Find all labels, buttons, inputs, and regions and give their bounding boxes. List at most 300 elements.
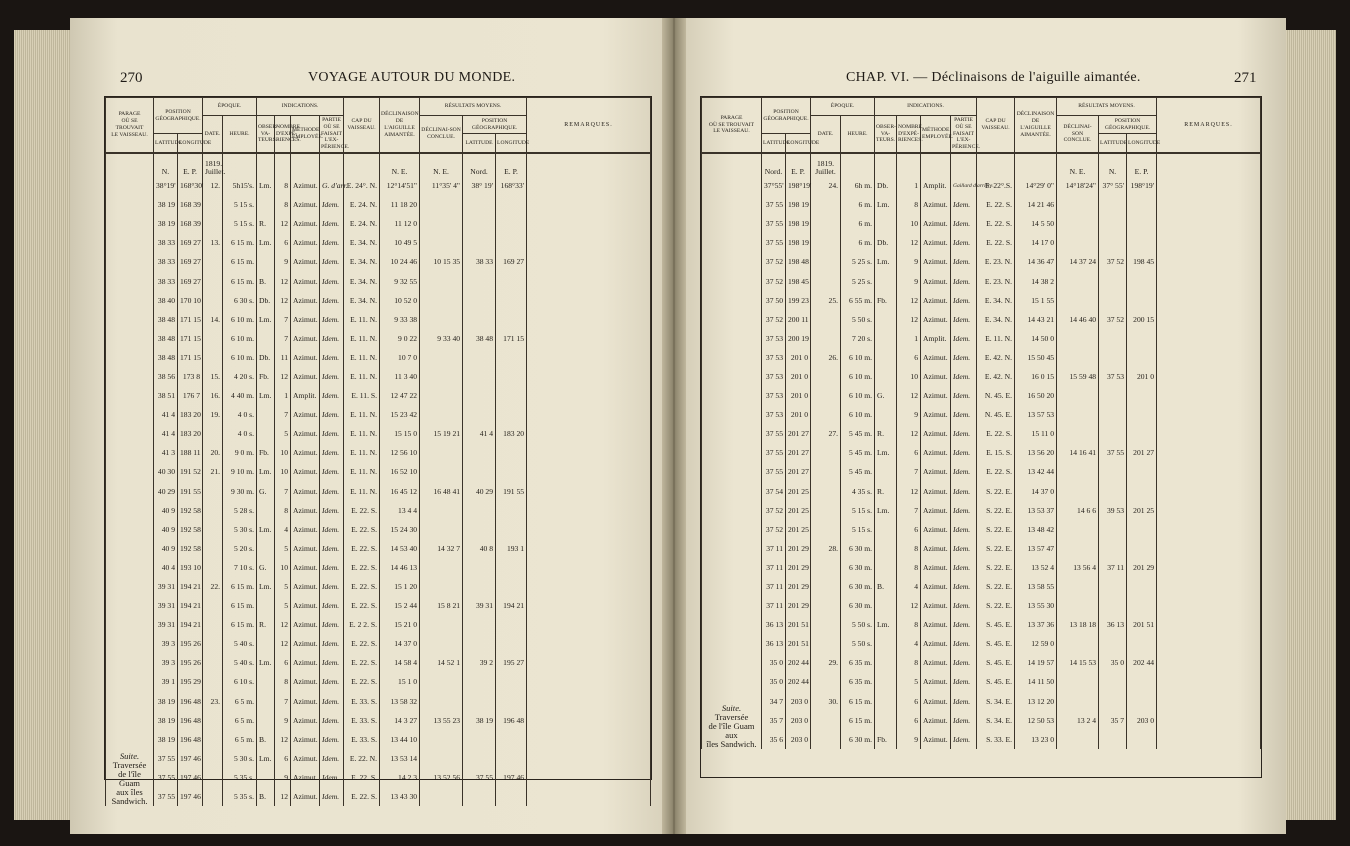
cell-date bbox=[811, 558, 841, 577]
cell-res-latitude bbox=[463, 443, 496, 462]
cell-observateur: Db. bbox=[257, 348, 275, 367]
cell-nombre: 7 bbox=[275, 405, 291, 424]
cell-declinaison: 12 47 22 bbox=[380, 386, 420, 405]
cell-methode: Azimut. bbox=[921, 520, 951, 539]
cell-declinaison: 14 17 0 bbox=[1015, 233, 1057, 252]
cell-declinaison-conclue bbox=[1057, 214, 1099, 233]
cell-partie: Idem. bbox=[951, 462, 977, 481]
cell-res-longitude bbox=[496, 558, 527, 577]
cell-methode: Azimut. bbox=[921, 233, 951, 252]
cell-declinaison: 14 53 40 bbox=[380, 539, 420, 558]
cell-declinaison: 14 38 2 bbox=[1015, 271, 1057, 290]
cell-declinaison: 15 2 44 bbox=[380, 596, 420, 615]
cell-res-longitude: 198°19' bbox=[1127, 176, 1157, 195]
cell-heure: 4 20 s. bbox=[223, 367, 257, 386]
cell-observateur bbox=[257, 501, 275, 520]
cell-date bbox=[203, 634, 223, 653]
unit-declinaison-conclue: N. E. bbox=[1057, 153, 1099, 176]
cell-longitude: 201 29 bbox=[786, 558, 811, 577]
section-line: de l'île Guam bbox=[118, 769, 141, 789]
cell-declinaison-conclue: 14 6 6 bbox=[1057, 501, 1099, 520]
col-res-longitude: LONGITUDE bbox=[496, 134, 527, 153]
cell-partie: Idem. bbox=[320, 233, 344, 252]
cell-cap: E. 11. N. bbox=[344, 329, 380, 348]
remarks-cell bbox=[527, 153, 651, 806]
cell-partie: Idem. bbox=[320, 615, 344, 634]
cell-nombre: 10 bbox=[897, 367, 921, 386]
cell-partie: Idem. bbox=[320, 501, 344, 520]
cell-heure: 5 45 m. bbox=[841, 424, 875, 443]
unit-partie bbox=[320, 153, 344, 176]
cell-cap: S. 45. E. bbox=[977, 672, 1015, 691]
cell-heure: 5 30 s. bbox=[223, 749, 257, 768]
cell-cap: E. 22. S. bbox=[344, 539, 380, 558]
cell-res-latitude bbox=[1099, 481, 1127, 500]
cell-date bbox=[203, 711, 223, 730]
cell-nombre: 8 bbox=[897, 558, 921, 577]
cell-longitude: 194 21 bbox=[178, 596, 203, 615]
cell-methode: Azimut. bbox=[291, 787, 320, 806]
unit-latitude: Nord. bbox=[762, 153, 786, 176]
cell-declinaison-conclue bbox=[420, 310, 463, 329]
cell-declinaison-conclue bbox=[420, 443, 463, 462]
cell-heure: 5 45 m. bbox=[841, 443, 875, 462]
cell-latitude: 37 53 bbox=[762, 386, 786, 405]
cell-partie: Idem. bbox=[951, 424, 977, 443]
cell-date bbox=[811, 615, 841, 634]
cell-date: 21. bbox=[203, 462, 223, 481]
cell-latitude: 39 3 bbox=[154, 653, 178, 672]
cell-res-longitude bbox=[496, 405, 527, 424]
cell-partie: Idem. bbox=[320, 462, 344, 481]
cell-heure: 9 10 m. bbox=[223, 462, 257, 481]
cell-date bbox=[203, 520, 223, 539]
cell-declinaison-conclue bbox=[420, 749, 463, 768]
right-page bbox=[686, 18, 1286, 834]
cell-observateur: Lm. bbox=[257, 520, 275, 539]
cell-partie: Idem. bbox=[951, 195, 977, 214]
cell-date: 29. bbox=[811, 653, 841, 672]
cell-observateur bbox=[875, 214, 897, 233]
cell-date bbox=[811, 577, 841, 596]
cell-declinaison-conclue bbox=[420, 233, 463, 252]
cell-nombre: 12 bbox=[275, 271, 291, 290]
cell-observateur bbox=[257, 672, 275, 691]
cell-cap: E. 11. N. bbox=[344, 462, 380, 481]
cell-longitude: 201 0 bbox=[786, 367, 811, 386]
cell-partie: Gaillard d'arrière. bbox=[951, 176, 977, 195]
cell-observateur bbox=[875, 520, 897, 539]
cell-date bbox=[203, 195, 223, 214]
col-position-geo: POSITION GÉOGRAPHIQUE. bbox=[463, 116, 527, 134]
col-nombre: NOMBRE D'EXPÉ-RIENCES. bbox=[897, 116, 921, 153]
cell-longitude: 200 11 bbox=[786, 310, 811, 329]
cell-heure: 5 15 s. bbox=[841, 501, 875, 520]
cell-longitude: 198°19' bbox=[786, 176, 811, 195]
cell-observateur bbox=[257, 539, 275, 558]
cell-observateur: Lm. bbox=[257, 233, 275, 252]
cell-methode: Azimut. bbox=[291, 214, 320, 233]
cell-partie: Idem. bbox=[951, 443, 977, 462]
unit-observateur bbox=[257, 153, 275, 176]
cell-declinaison: 15 15 0 bbox=[380, 424, 420, 443]
cell-res-latitude bbox=[1099, 348, 1127, 367]
cell-res-longitude bbox=[1127, 481, 1157, 500]
cell-nombre: 10 bbox=[275, 558, 291, 577]
cell-longitude: 168 39 bbox=[178, 214, 203, 233]
cell-longitude: 193 10 bbox=[178, 558, 203, 577]
section-line: Traversée bbox=[112, 760, 147, 771]
unit-nombre bbox=[897, 153, 921, 176]
cell-methode: Amplit. bbox=[291, 386, 320, 405]
cell-heure: 6 30 s. bbox=[223, 291, 257, 310]
cell-res-latitude bbox=[1099, 424, 1127, 443]
cell-res-longitude bbox=[496, 615, 527, 634]
cell-res-longitude bbox=[496, 749, 527, 768]
cell-cap: E. 34. N. bbox=[977, 291, 1015, 310]
cell-latitude: 40 30 bbox=[154, 462, 178, 481]
cell-cap: S. 22. E. bbox=[977, 596, 1015, 615]
cell-date bbox=[811, 195, 841, 214]
cell-date bbox=[811, 501, 841, 520]
cell-heure: 5 50 s. bbox=[841, 310, 875, 329]
cell-latitude: 37 54 bbox=[762, 481, 786, 500]
cell-heure: 5 25 s. bbox=[841, 252, 875, 271]
cell-longitude: 201 29 bbox=[786, 596, 811, 615]
cell-nombre: 8 bbox=[897, 195, 921, 214]
cell-declinaison-conclue bbox=[1057, 672, 1099, 691]
cell-nombre: 1 bbox=[897, 176, 921, 195]
cell-cap: S. 22. E. bbox=[977, 577, 1015, 596]
cell-declinaison: 13 44 10 bbox=[380, 730, 420, 749]
cell-nombre: 7 bbox=[275, 310, 291, 329]
cell-declinaison-conclue bbox=[420, 386, 463, 405]
cell-latitude: 38 48 bbox=[154, 310, 178, 329]
unit-date: 1819. Juillet. bbox=[811, 153, 841, 176]
cell-methode: Azimut. bbox=[291, 481, 320, 500]
cell-res-latitude: 38° 19' bbox=[463, 176, 496, 195]
cell-methode: Azimut. bbox=[291, 405, 320, 424]
cell-observateur bbox=[875, 329, 897, 348]
cell-cap: E. 42. N. bbox=[977, 367, 1015, 386]
cell-heure: 5 15 s. bbox=[223, 195, 257, 214]
book-spine bbox=[660, 18, 688, 834]
cell-longitude: 195 26 bbox=[178, 653, 203, 672]
unit-methode bbox=[921, 153, 951, 176]
unit-declinaison: N. E. bbox=[380, 153, 420, 176]
cell-declinaison-conclue bbox=[420, 615, 463, 634]
cell-date: 28. bbox=[811, 539, 841, 558]
cell-res-longitude bbox=[496, 443, 527, 462]
col-indications: INDICATIONS. bbox=[875, 98, 977, 116]
cell-declinaison-conclue: 10 15 35 bbox=[420, 252, 463, 271]
cell-partie: Idem. bbox=[951, 481, 977, 500]
cell-partie: Idem. bbox=[951, 596, 977, 615]
cell-nombre: 6 bbox=[275, 233, 291, 252]
cell-declinaison-conclue bbox=[1057, 195, 1099, 214]
cell-date: 24. bbox=[811, 176, 841, 195]
cell-longitude: 197 46 bbox=[178, 768, 203, 787]
col-heure: HEURE. bbox=[223, 116, 257, 153]
cell-date bbox=[811, 711, 841, 730]
cell-latitude: 37 52 bbox=[762, 520, 786, 539]
cell-date bbox=[811, 233, 841, 252]
cell-heure: 5 35 s. bbox=[223, 768, 257, 787]
cell-latitude: 36 13 bbox=[762, 634, 786, 653]
cell-heure: 6 15 m. bbox=[841, 711, 875, 730]
cell-declinaison-conclue: 14°18'24" bbox=[1057, 176, 1099, 195]
col-position: POSITION GÉOGRAPHIQUE. bbox=[762, 98, 811, 134]
cell-observateur bbox=[257, 195, 275, 214]
cell-heure: 5 40 s. bbox=[223, 653, 257, 672]
cell-res-latitude: 37° 55' bbox=[1099, 176, 1127, 195]
cell-partie: Idem. bbox=[320, 424, 344, 443]
cell-declinaison-conclue bbox=[1057, 348, 1099, 367]
cell-latitude: 35 0 bbox=[762, 653, 786, 672]
cell-res-latitude: 37 55 bbox=[463, 768, 496, 787]
cell-declinaison: 14 50 0 bbox=[1015, 329, 1057, 348]
cell-declinaison-conclue: 14 37 24 bbox=[1057, 252, 1099, 271]
cell-partie: Idem. bbox=[320, 271, 344, 290]
section-line: îles Sandwich. bbox=[706, 738, 757, 749]
cell-observateur bbox=[875, 539, 897, 558]
cell-date bbox=[811, 386, 841, 405]
cell-methode: Azimut. bbox=[921, 214, 951, 233]
cell-res-longitude bbox=[496, 310, 527, 329]
col-partie: PARTIE OÙ SE FAISAIT L'EX-PÉRIENCE. bbox=[951, 116, 977, 153]
cell-longitude: 171 15 bbox=[178, 348, 203, 367]
cell-res-longitude bbox=[496, 271, 527, 290]
cell-date bbox=[203, 558, 223, 577]
cell-cap: E. 22. S. bbox=[344, 596, 380, 615]
cell-longitude: 170 10 bbox=[178, 291, 203, 310]
cell-methode: Azimut. bbox=[921, 386, 951, 405]
cell-declinaison-conclue: 13 55 23 bbox=[420, 711, 463, 730]
cell-latitude: 41 4 bbox=[154, 424, 178, 443]
cell-date: 12. bbox=[203, 176, 223, 195]
cell-heure: 5 30 s. bbox=[223, 520, 257, 539]
cell-nombre: 12 bbox=[897, 424, 921, 443]
cell-declinaison: 13 53 14 bbox=[380, 749, 420, 768]
cell-res-longitude bbox=[496, 386, 527, 405]
cell-longitude: 200 19 bbox=[786, 329, 811, 348]
cell-cap: S. 34. E. bbox=[977, 692, 1015, 711]
cell-latitude: 38°19' bbox=[154, 176, 178, 195]
cell-res-latitude bbox=[1099, 672, 1127, 691]
table-body-left bbox=[106, 153, 651, 806]
cell-res-longitude: 201 25 bbox=[1127, 501, 1157, 520]
col-parage: PARAGE OÙ SE TROUVAIT LE VAISSEAU. bbox=[702, 98, 762, 153]
cell-res-latitude bbox=[1099, 539, 1127, 558]
cell-latitude: 37 52 bbox=[762, 271, 786, 290]
cell-cap: E. 22. S. bbox=[344, 577, 380, 596]
cell-res-longitude bbox=[1127, 692, 1157, 711]
cell-partie: Idem. bbox=[951, 501, 977, 520]
cell-nombre: 5 bbox=[275, 424, 291, 443]
cell-cap: E. 23. N. bbox=[977, 252, 1015, 271]
cell-latitude: 37 53 bbox=[762, 329, 786, 348]
cell-heure: 6 55 m. bbox=[841, 291, 875, 310]
cell-res-latitude: 39 53 bbox=[1099, 501, 1127, 520]
cell-res-longitude bbox=[496, 730, 527, 749]
cell-methode: Azimut. bbox=[921, 348, 951, 367]
cell-longitude: 203 0 bbox=[786, 692, 811, 711]
cell-nombre: 9 bbox=[897, 252, 921, 271]
cell-res-latitude: 38 48 bbox=[463, 329, 496, 348]
cell-date bbox=[203, 214, 223, 233]
cell-cap: E. 11. N. bbox=[344, 367, 380, 386]
cell-partie: Idem. bbox=[320, 768, 344, 787]
cell-nombre: 9 bbox=[897, 271, 921, 290]
cell-nombre: 12 bbox=[897, 386, 921, 405]
cell-declinaison-conclue: 14 52 1 bbox=[420, 653, 463, 672]
cell-latitude: 40 9 bbox=[154, 539, 178, 558]
cell-res-latitude bbox=[463, 310, 496, 329]
cell-declinaison: 14 36 47 bbox=[1015, 252, 1057, 271]
unit-longitude: E. P. bbox=[786, 153, 811, 176]
cell-res-latitude bbox=[1099, 329, 1127, 348]
cell-res-latitude bbox=[1099, 520, 1127, 539]
cell-heure: 4 0 s. bbox=[223, 424, 257, 443]
cell-longitude: 201 0 bbox=[786, 348, 811, 367]
cell-observateur bbox=[875, 672, 897, 691]
cell-observateur: Fb. bbox=[875, 291, 897, 310]
unit-latitude: N. bbox=[154, 153, 178, 176]
unit-longitude: E. P. bbox=[178, 153, 203, 176]
cell-nombre: 7 bbox=[275, 481, 291, 500]
cell-observateur: Db. bbox=[875, 176, 897, 195]
cell-res-latitude bbox=[463, 615, 496, 634]
cell-declinaison: 15 21 0 bbox=[380, 615, 420, 634]
cell-date bbox=[203, 539, 223, 558]
cell-partie: Idem. bbox=[951, 310, 977, 329]
cell-latitude: 39 31 bbox=[154, 577, 178, 596]
cell-declinaison-conclue bbox=[1057, 520, 1099, 539]
cell-partie: Idem. bbox=[320, 672, 344, 691]
cell-observateur bbox=[875, 692, 897, 711]
cell-nombre: 9 bbox=[897, 730, 921, 749]
cell-res-longitude bbox=[496, 214, 527, 233]
cell-longitude: 192 58 bbox=[178, 539, 203, 558]
cell-declinaison: 13 37 36 bbox=[1015, 615, 1057, 634]
cell-observateur: G. bbox=[257, 558, 275, 577]
cell-longitude: 183 20 bbox=[178, 424, 203, 443]
cell-observateur: Lm. bbox=[875, 252, 897, 271]
page-number: 271 bbox=[1234, 70, 1257, 86]
cell-date bbox=[811, 367, 841, 386]
cell-cap: S. 33. E. bbox=[977, 730, 1015, 749]
cell-methode: Azimut. bbox=[291, 195, 320, 214]
cell-date: 15. bbox=[203, 367, 223, 386]
cell-nombre: 10 bbox=[275, 462, 291, 481]
cell-heure: 6 35 m. bbox=[841, 653, 875, 672]
section-line: de l'île Guam bbox=[708, 720, 755, 731]
cell-longitude: 195 26 bbox=[178, 634, 203, 653]
cell-partie: Idem. bbox=[951, 615, 977, 634]
cell-declinaison: 14 5 50 bbox=[1015, 214, 1057, 233]
cell-declinaison-conclue: 15 19 21 bbox=[420, 424, 463, 443]
cell-cap: E. 22. S. bbox=[344, 501, 380, 520]
cell-longitude: 201 0 bbox=[786, 405, 811, 424]
unit-partie bbox=[951, 153, 977, 176]
cell-partie: Idem. bbox=[951, 329, 977, 348]
cell-longitude: 197 46 bbox=[178, 787, 203, 806]
cell-partie: Idem. bbox=[320, 443, 344, 462]
cell-res-longitude: 202 44 bbox=[1127, 653, 1157, 672]
cell-longitude: 198 19 bbox=[786, 233, 811, 252]
cell-declinaison-conclue bbox=[420, 405, 463, 424]
cell-observateur: Lm. bbox=[875, 443, 897, 462]
cell-latitude: 37 55 bbox=[154, 768, 178, 787]
table-left bbox=[105, 97, 651, 806]
cell-declinaison-conclue: 9 33 40 bbox=[420, 329, 463, 348]
cell-longitude: 194 21 bbox=[178, 577, 203, 596]
cell-observateur: R. bbox=[875, 424, 897, 443]
cell-partie: Idem. bbox=[951, 348, 977, 367]
cell-longitude: 201 27 bbox=[786, 424, 811, 443]
cell-methode: Azimut. bbox=[291, 711, 320, 730]
cell-heure: 6 10 m. bbox=[841, 367, 875, 386]
unit-res-longitude: E. P. bbox=[1127, 153, 1157, 176]
cell-date bbox=[811, 730, 841, 749]
cell-cap: E. 22. S. bbox=[977, 424, 1015, 443]
cell-longitude: 195 29 bbox=[178, 672, 203, 691]
cell-declinaison-conclue bbox=[420, 195, 463, 214]
cell-methode: Azimut. bbox=[921, 481, 951, 500]
cell-declinaison: 14 3 27 bbox=[380, 711, 420, 730]
cell-longitude: 196 48 bbox=[178, 730, 203, 749]
cell-date bbox=[811, 443, 841, 462]
cell-partie: Idem. bbox=[951, 539, 977, 558]
cell-cap: E. 22. S. bbox=[344, 558, 380, 577]
col-date: DATE. bbox=[203, 116, 223, 153]
cell-methode: Azimut. bbox=[921, 653, 951, 672]
cell-date bbox=[811, 271, 841, 290]
cell-latitude: 39 3 bbox=[154, 634, 178, 653]
cell-res-latitude bbox=[1099, 233, 1127, 252]
cell-date: 13. bbox=[203, 233, 223, 252]
cell-heure: 6 30 m. bbox=[841, 539, 875, 558]
cell-res-longitude: 183 20 bbox=[496, 424, 527, 443]
cell-cap: E. 22. S. bbox=[344, 634, 380, 653]
cell-date bbox=[203, 672, 223, 691]
cell-partie: G. d'arr. bbox=[320, 176, 344, 195]
cell-res-longitude bbox=[1127, 195, 1157, 214]
cell-methode: Azimut. bbox=[291, 348, 320, 367]
cell-partie: Idem. bbox=[320, 539, 344, 558]
declination-table bbox=[104, 96, 652, 807]
cell-declinaison: 11 12 0 bbox=[380, 214, 420, 233]
cell-nombre: 12 bbox=[897, 481, 921, 500]
cell-observateur bbox=[257, 596, 275, 615]
cell-observateur: B. bbox=[875, 577, 897, 596]
cell-cap: E. 22. S. bbox=[344, 520, 380, 539]
cell-partie: Idem. bbox=[951, 233, 977, 252]
cell-observateur: Lm. bbox=[875, 615, 897, 634]
cell-res-latitude bbox=[1099, 214, 1127, 233]
cell-latitude: 38 19 bbox=[154, 711, 178, 730]
cell-partie: Idem. bbox=[951, 711, 977, 730]
col-declinaison: DÉCLINAISON DE L'AIGUILLE AIMANTÉE. bbox=[380, 98, 420, 153]
cell-res-latitude bbox=[463, 367, 496, 386]
cell-res-longitude bbox=[1127, 214, 1157, 233]
cell-observateur: Lm. bbox=[875, 195, 897, 214]
cell-observateur: Fb. bbox=[257, 443, 275, 462]
cell-partie: Idem. bbox=[320, 291, 344, 310]
cell-longitude: 202 44 bbox=[786, 672, 811, 691]
cell-partie: Idem. bbox=[951, 653, 977, 672]
cell-res-longitude: 196 48 bbox=[496, 711, 527, 730]
